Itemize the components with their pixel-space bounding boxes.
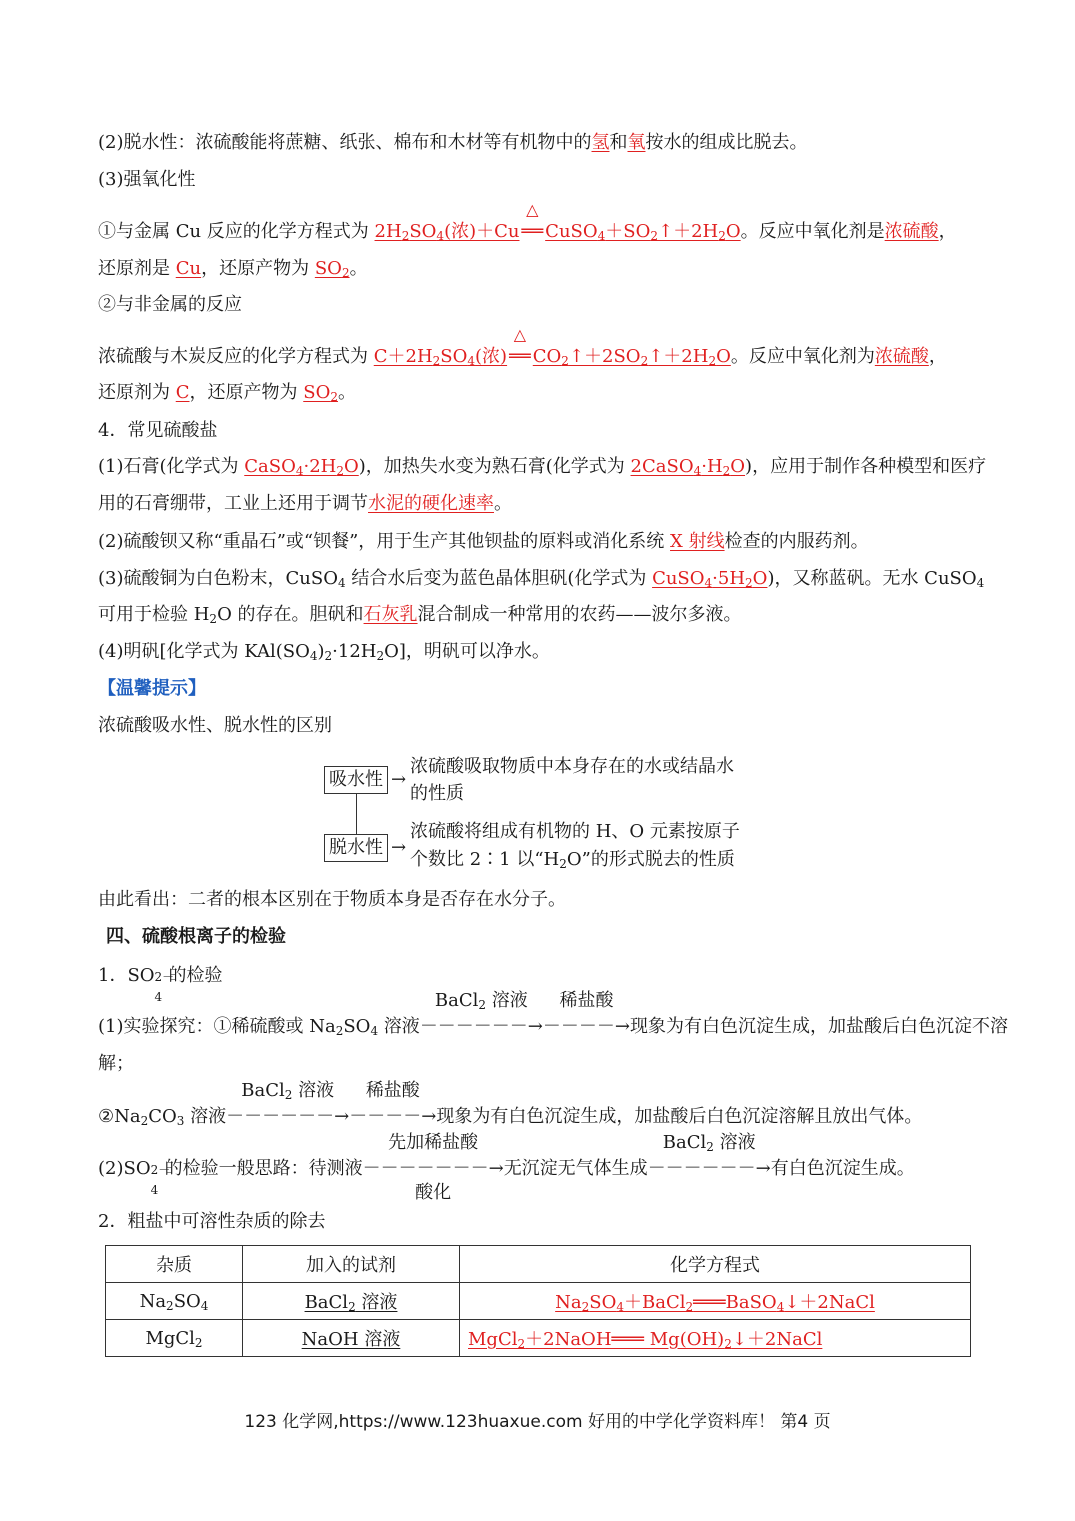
- desc-dehydration-2: 个数比 2∶1 以“$H_2O$”的形式脱去的性质: [410, 849, 735, 871]
- header-reagent: 加入的试剂: [243, 1246, 460, 1283]
- table-header: [106, 1246, 971, 1283]
- para-copper-sulfate: (3)硫酸铜为白色粉末，CuSO$_4$ 结合水后变为蓝色晶体胆矾(化学式为 $CuSO_4\cdot 5H_2O$)，又称蓝矾。无水 CuSO$_4$: [98, 568, 985, 590]
- table-row: [106, 1320, 971, 1357]
- reagent-arrow: BaCl$_2$ 溶液 －－－－－－→: [419, 990, 543, 1037]
- table-row: [106, 1283, 971, 1320]
- desc-dehydration-1: 浓硫酸将组成有机物的 H、O 元素按原子: [410, 821, 740, 842]
- para-conclusion: 由此看出：二者的根本区别在于物质本身是否存在水分子。: [98, 889, 566, 910]
- header-equation: 化学方程式: [460, 1246, 971, 1283]
- heat-condition: △ ══: [509, 325, 531, 367]
- impurity-table: [105, 1245, 971, 1357]
- reagent-arrow: 稀盐酸 －－－－→: [542, 990, 630, 1037]
- para-cu-reaction: ①与金属 Cu 反应的化学方程式为 $2H_2SO_4$(浓)＋Cu △ ══ $CuSO_4+SO_2↑+2H_2O$。反应中氧化剂是浓硫酸，: [98, 200, 957, 243]
- para-difference: 浓硫酸吸水性、脱水性的区别: [98, 715, 332, 736]
- cell-reagent: NaOH 溶液: [243, 1320, 460, 1357]
- cell-impurity: $Na_2SO_4$: [106, 1283, 243, 1320]
- reagent-arrow: 先加稀盐酸 酸化 －－－－－－－→: [362, 1132, 504, 1203]
- desc-absorption-1: 浓硫酸吸取物质中本身存在的水或结晶水: [410, 756, 734, 777]
- arrow-icon: →: [391, 837, 407, 858]
- para-general-procedure: (2)SO 2－ 4 的检验一般思路：待测液 先加稀盐酸 酸化 －－－－－－－→无沉淀无气体生成 BaCl$_2$ 溶液 －－－－－－→有白色沉淀生成。: [98, 1132, 915, 1203]
- para-barite: (2)硫酸钡又称“重晶石”或“钡餐”，用于生产其他钡盐的原料或消化系统 X 射线检查的内服药剂。: [98, 531, 869, 552]
- para-oxidizing: (3)强氧化性: [98, 169, 196, 190]
- para-nonmetal: ②与非金属的反应: [98, 294, 242, 315]
- connector-line: [356, 794, 357, 834]
- para-c-reducer: 还原剂为 C，还原产物为 $SO_2$。: [98, 382, 356, 404]
- box-dehydration: 脱水性: [324, 834, 388, 862]
- para-experiment-1: (1)实验探究：①稀硫酸或 $Na_2SO_4$ 溶液 BaCl$_2$ 溶液 －－－－－－→ 稀盐酸 －－－－→现象为有白色沉淀生成，加盐酸后白色沉淀不溶: [98, 990, 1008, 1038]
- cell-equation: $Na_2SO_4+BaCl_2═══BaSO_4↓+2NaCl$: [460, 1283, 971, 1320]
- desc-absorption-2: 的性质: [410, 783, 464, 804]
- para-dehydration: (2)脱水性：浓硫酸能将蔗糖、纸张、棉布和木材等有机物中的氢和氧按水的组成比脱去。: [98, 132, 808, 153]
- para-gypsum-use: 用的石膏绷带，工业上还用于调节水泥的硬化速率。: [98, 493, 512, 514]
- cell-reagent: BaCl$_2$ 溶液: [243, 1283, 460, 1320]
- reagent-arrow: BaCl$_2$ 溶液 －－－－－－→: [226, 1080, 350, 1127]
- heat-condition: △ ══: [521, 200, 544, 242]
- cell-impurity: MgCl$_2$: [106, 1320, 243, 1357]
- para-c-reaction: 浓硫酸与木炭反应的化学方程式为 $C+2H_2SO_4$(浓) △ ══ $CO_2↑+2SO_2↑+2H_2O$。反应中氧化剂为浓硫酸，: [98, 325, 947, 368]
- subsection-salt-purification: 2．粗盐中可溶性杂质的除去: [98, 1211, 326, 1232]
- para-cu-reducer: 还原剂是 Cu，还原产物为 $SO_2$。: [98, 258, 368, 280]
- header-impurity: 杂质: [106, 1246, 243, 1283]
- para-copper-sulfate-use: 可用于检验 $H_2O$ 的存在。胆矾和石灰乳混合制成一种常用的农药——波尔多液。: [98, 604, 742, 626]
- reagent-arrow: BaCl$_2$ 溶液 －－－－－－→: [647, 1132, 771, 1179]
- arrow-icon: →: [391, 769, 407, 790]
- box-absorption: 吸水性: [324, 766, 388, 794]
- hint-heading: 【温馨提示】: [98, 678, 206, 699]
- para-gypsum: (1)石膏(化学式为 $CaSO_4\cdot 2H_2O$)，加热失水变为熟石膏(化学式为 $2CaSO_4\cdot H_2O$)，应用于制作各种模型和医疗: [98, 456, 987, 478]
- para-experiment-1-end: 解；: [98, 1053, 134, 1074]
- cell-equation: MgCl$_2$＋2NaOH═══ $Mg(OH)_2↓+2NaCl$: [460, 1320, 971, 1357]
- para-alum: (4)明矾[化学式为 $KAl(SO_4)_2\cdot 12H_2O$]，明矾可以净水。: [98, 641, 550, 663]
- section-sulfates: 4．常见硫酸盐: [98, 420, 218, 441]
- reagent-arrow: 稀盐酸 －－－－→: [349, 1080, 437, 1127]
- section-sulfate-ion-test: 四、硫酸根离子的检验: [106, 926, 286, 947]
- para-experiment-2: $②Na_2CO_3$ 溶液 BaCl$_2$ 溶液 －－－－－－→ 稀盐酸 －－－－→现象为有白色沉淀生成，加盐酸后白色沉淀溶解且放出气体。: [98, 1080, 923, 1128]
- subsection-so4-test: 1．SO 2－ 4 的检验: [98, 965, 223, 1004]
- page-footer: 123 化学网,https://www.123huaxue.com 好用的中学化学资料库！ 第4 页: [244, 1412, 831, 1432]
